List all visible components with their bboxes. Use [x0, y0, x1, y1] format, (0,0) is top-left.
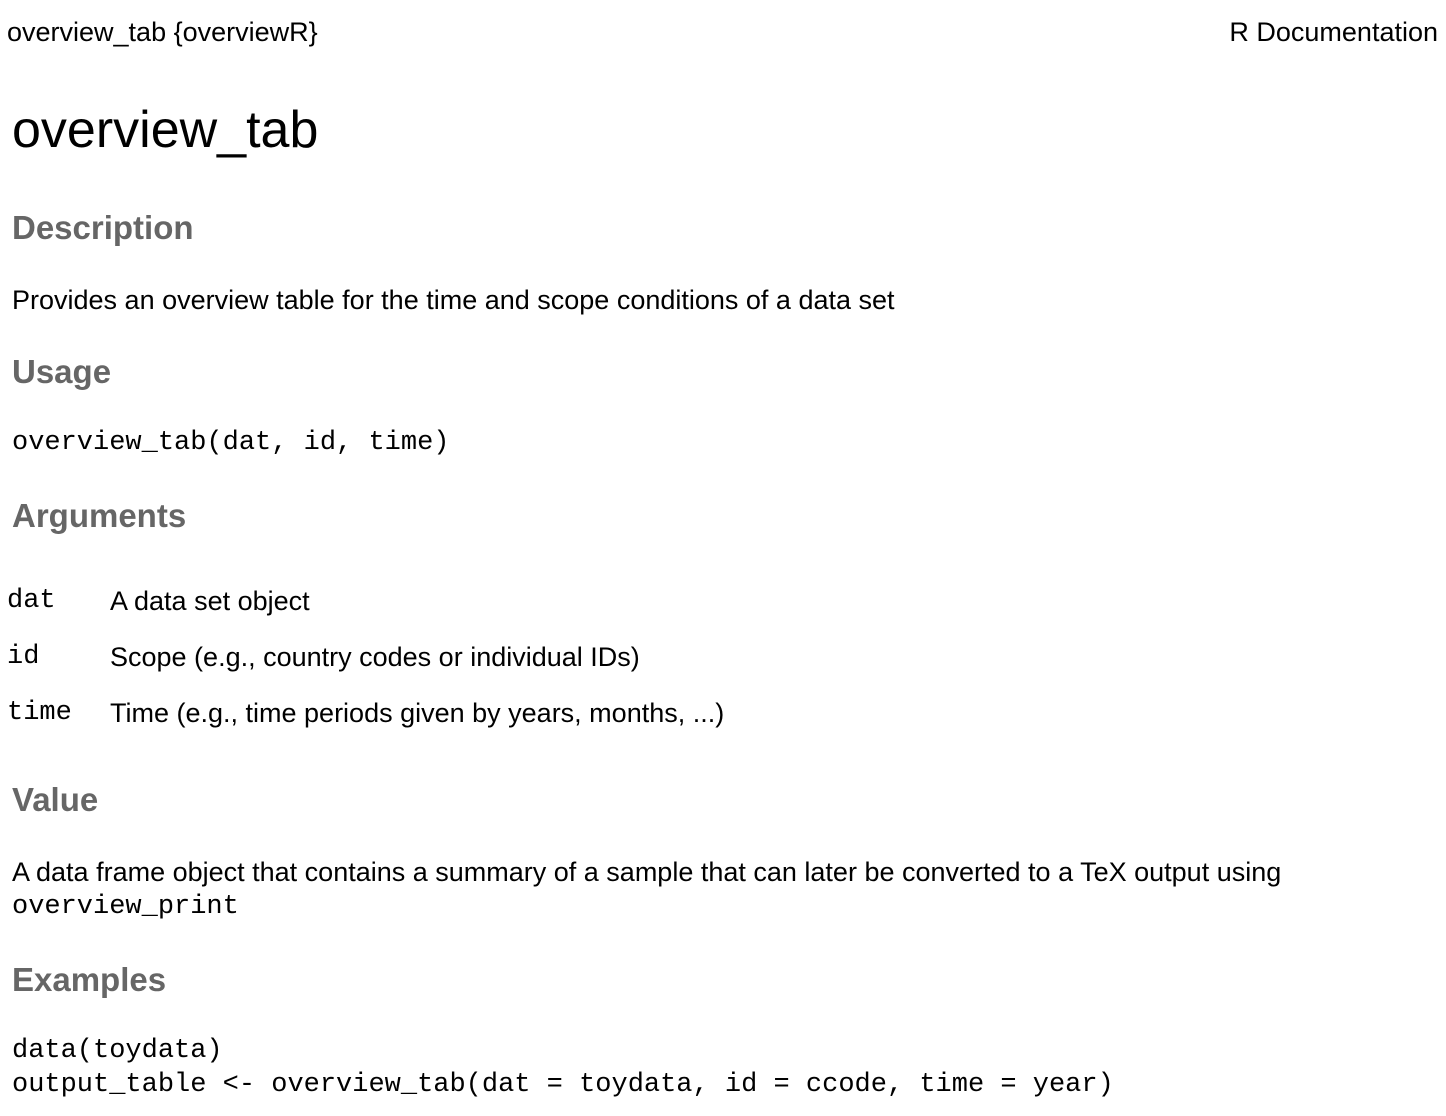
value-code-link: overview_print	[12, 892, 239, 922]
argument-name: time	[7, 698, 72, 728]
examples-heading: Examples	[12, 961, 167, 998]
argument-description: Scope (e.g., country codes or individual IDs)	[110, 642, 640, 672]
r-documentation-label: R Documentation	[1229, 17, 1438, 47]
argument-name: dat	[7, 586, 56, 616]
argument-description: Time (e.g., time periods given by years, months, ...)	[110, 698, 725, 728]
argument-description: A data set object	[110, 586, 310, 616]
arguments-table	[7, 573, 724, 741]
value-heading: Value	[12, 781, 99, 818]
page-title: overview_tab	[12, 101, 319, 159]
example-line: output_table <- overview_tab(dat = toydata, id = ccode, time = year)	[12, 1070, 1114, 1100]
argument-row	[7, 629, 724, 685]
usage-heading: Usage	[12, 353, 112, 390]
description-text: Provides an overview table for the time and scope conditions of a data set	[12, 285, 895, 315]
description-heading: Description	[12, 209, 194, 246]
example-line: data(toydata)	[12, 1036, 223, 1066]
argument-row	[7, 685, 724, 741]
argument-row	[7, 573, 724, 629]
usage-code: overview_tab(dat, id, time)	[12, 428, 450, 458]
argument-name: id	[7, 642, 40, 672]
topic-label: overview_tab {overviewR}	[7, 17, 318, 47]
value-text: A data frame object that contains a summary of a sample that can later be converted to a TeX output using	[12, 857, 1282, 887]
doc-header	[7, 14, 1438, 50]
arguments-heading: Arguments	[12, 497, 187, 534]
